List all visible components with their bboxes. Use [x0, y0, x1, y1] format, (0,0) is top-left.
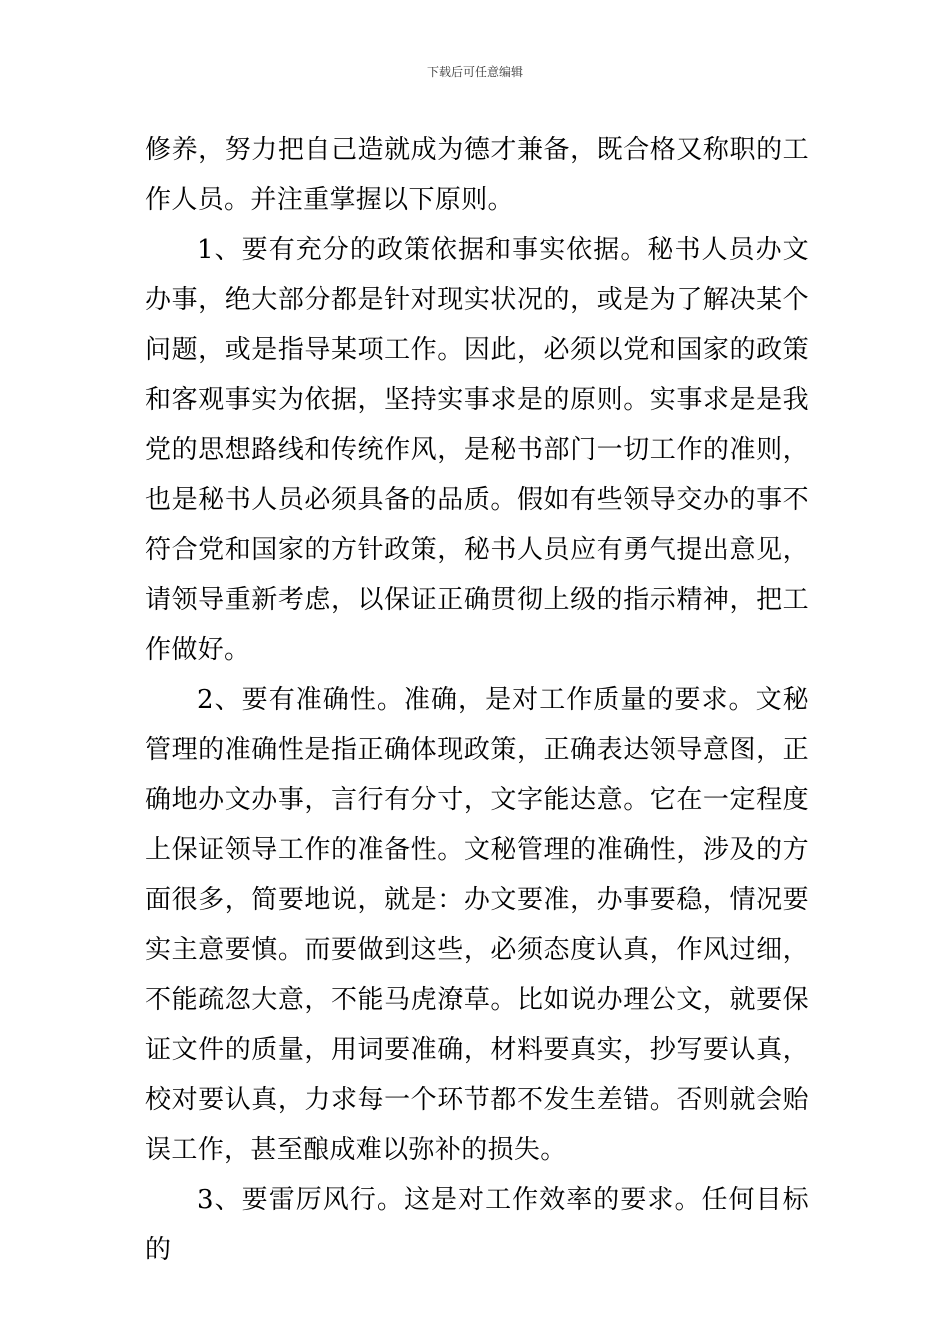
paragraph-continuation: 修养，努力把自己造就成为德才兼备，既合格又称职的工作人员。并注重掌握以下原则。 — [145, 135, 809, 215]
document-body — [145, 125, 809, 1275]
paragraph-principle-2: 2、要有准确性。准确，是对工作质量的要求。文秘管理的准确性是指正确体现政策，正确表达领导意图，正确地办文办事，言行有分寸，文字能达意。它在一定程度上保证领导工作的准备性。文秘管理的准确性，涉及的方面很多，简要地说，就是：办文要准，办事要稳，情况要实主意要慎。而要做到这些，必须态度认真，作风过细，不能疏忽大意，不能马虎潦草。比如说办理公文，就要保证文件的质量，用词要准确，材料要真实，抄写要认真，校对要认真，力求每一个环节都不发生差错。否则就会贻误工作，甚至酿成难以弥补的损失。 — [145, 685, 809, 1165]
page-header: 下载后可任意编辑 — [426, 65, 523, 79]
paragraph-principle-3: 3、要雷厉风行。这是对工作效率的要求。任何目标的 — [145, 1185, 809, 1265]
paragraph-principle-1: 1、要有充分的政策依据和事实依据。秘书人员办文办事，绝大部分都是针对现实状况的，或是为了解决某个问题，或是指导某项工作。因此，必须以党和国家的政策和客观事实为依据，坚持实事求是的原则。实事求是是我党的思想路线和传统作风，是秘书部门一切工作的准则，也是秘书人员必须具备的品质。假如有些领导交办的事不符合党和国家的方针政策，秘书人员应有勇气提出意见，请领导重新考虑，以保证正确贯彻上级的指示精神，把工作做好。 — [145, 235, 809, 665]
